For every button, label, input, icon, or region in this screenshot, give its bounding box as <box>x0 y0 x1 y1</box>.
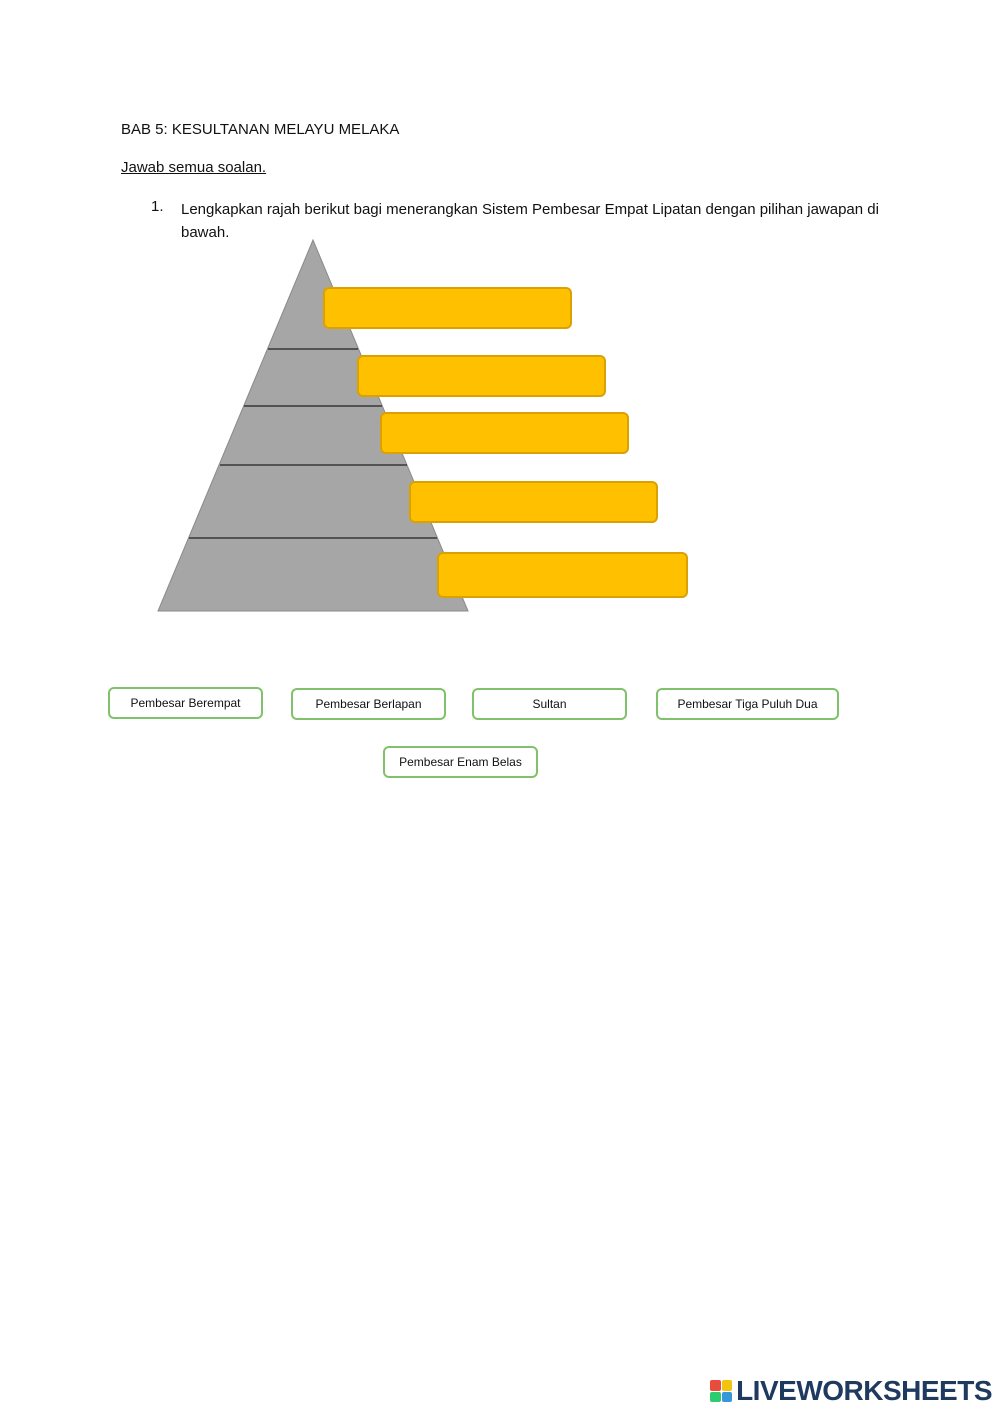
drop-box-level-5[interactable] <box>437 552 688 598</box>
drop-box-level-2[interactable] <box>357 355 606 397</box>
drop-box-level-3[interactable] <box>380 412 629 454</box>
logo-mark-icon <box>710 1380 732 1402</box>
liveworksheets-logo <box>710 1375 992 1407</box>
answer-pembesar-berlapan[interactable]: Pembesar Berlapan <box>291 688 446 720</box>
drop-box-level-4[interactable] <box>409 481 658 523</box>
answer-pembesar-berempat[interactable]: Pembesar Berempat <box>108 687 263 719</box>
worksheet-title: BAB 5: KESULTANAN MELAYU MELAKA <box>121 121 400 138</box>
answer-pembesar-enam-belas[interactable]: Pembesar Enam Belas <box>383 746 538 778</box>
drop-box-level-1[interactable] <box>323 287 572 329</box>
answer-sultan[interactable]: Sultan <box>472 688 627 720</box>
question-text: Lengkapkan rajah berikut bagi menerangkan Sistem Pembesar Empat Lipatan dengan pilihan jawapan di bawah. <box>181 201 879 241</box>
question-number: 1. <box>151 198 164 215</box>
answer-pembesar-tiga-puluh-dua[interactable]: Pembesar Tiga Puluh Dua <box>656 688 839 720</box>
instruction-text: Jawab semua soalan. <box>121 159 267 176</box>
logo-text: LIVEWORKSHEETS <box>736 1375 992 1406</box>
